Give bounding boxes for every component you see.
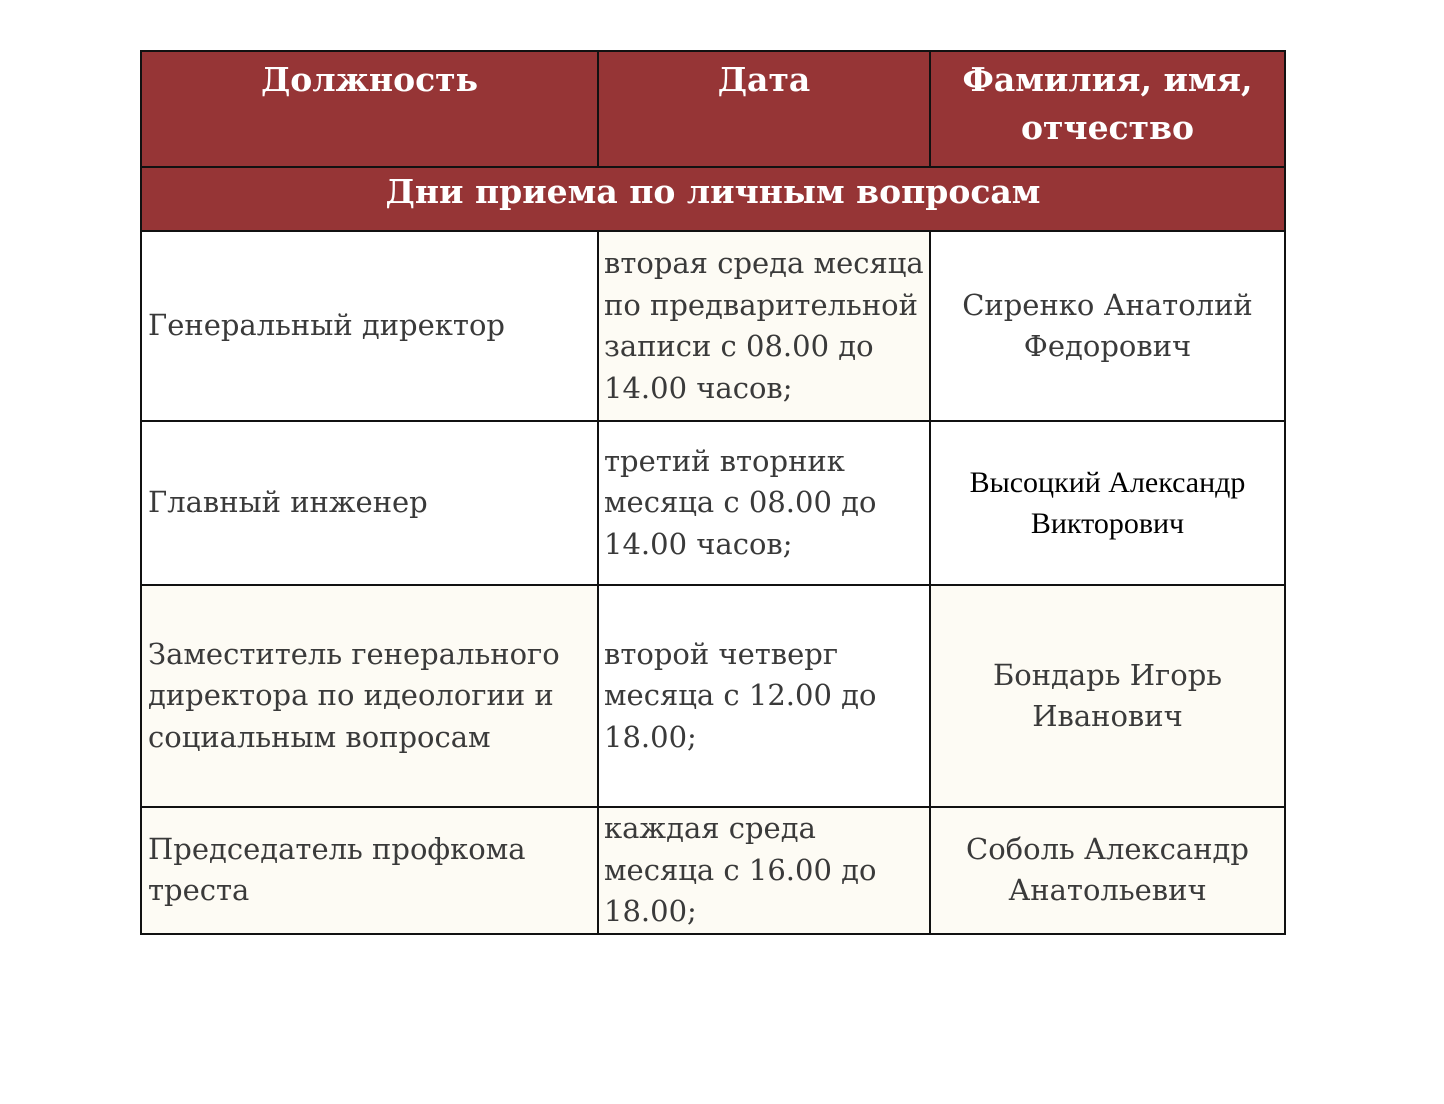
name-cell: Высоцкий Александр Викторович [930, 421, 1285, 585]
date-cell: вторая среда месяца по предварительной записи с 08.00 до 14.00 часов; [598, 231, 930, 421]
header-date: Дата [598, 51, 930, 167]
section-title: Дни приема по личным вопросам [141, 167, 1285, 231]
name-cell: Бондарь Игорь Иванович [930, 585, 1285, 807]
date-cell: каждая среда месяца с 16.00 до 18.00; [598, 807, 930, 934]
position-cell: Генеральный директор [141, 231, 598, 421]
name-cell: Сиренко Анатолий Федорович [930, 231, 1285, 421]
table-row [141, 231, 1285, 421]
table-row [141, 807, 1285, 934]
section-row [141, 167, 1285, 231]
header-name: Фамилия, имя, отчество [930, 51, 1285, 167]
position-cell: Председатель профкома треста [141, 807, 598, 934]
position-cell: Заместитель генерального директора по идеологии и социальным вопросам [141, 585, 598, 807]
header-row [141, 51, 1285, 167]
header-position: Должность [141, 51, 598, 167]
date-cell: второй четверг месяца с 12.00 до 18.00; [598, 585, 930, 807]
name-cell: Соболь Александр Анатольевич [930, 807, 1285, 934]
date-cell: третий вторник месяца с 08.00 до 14.00 часов; [598, 421, 930, 585]
table-row [141, 585, 1285, 807]
position-cell: Главный инженер [141, 421, 598, 585]
reception-schedule-table [140, 50, 1286, 935]
table-row [141, 421, 1285, 585]
